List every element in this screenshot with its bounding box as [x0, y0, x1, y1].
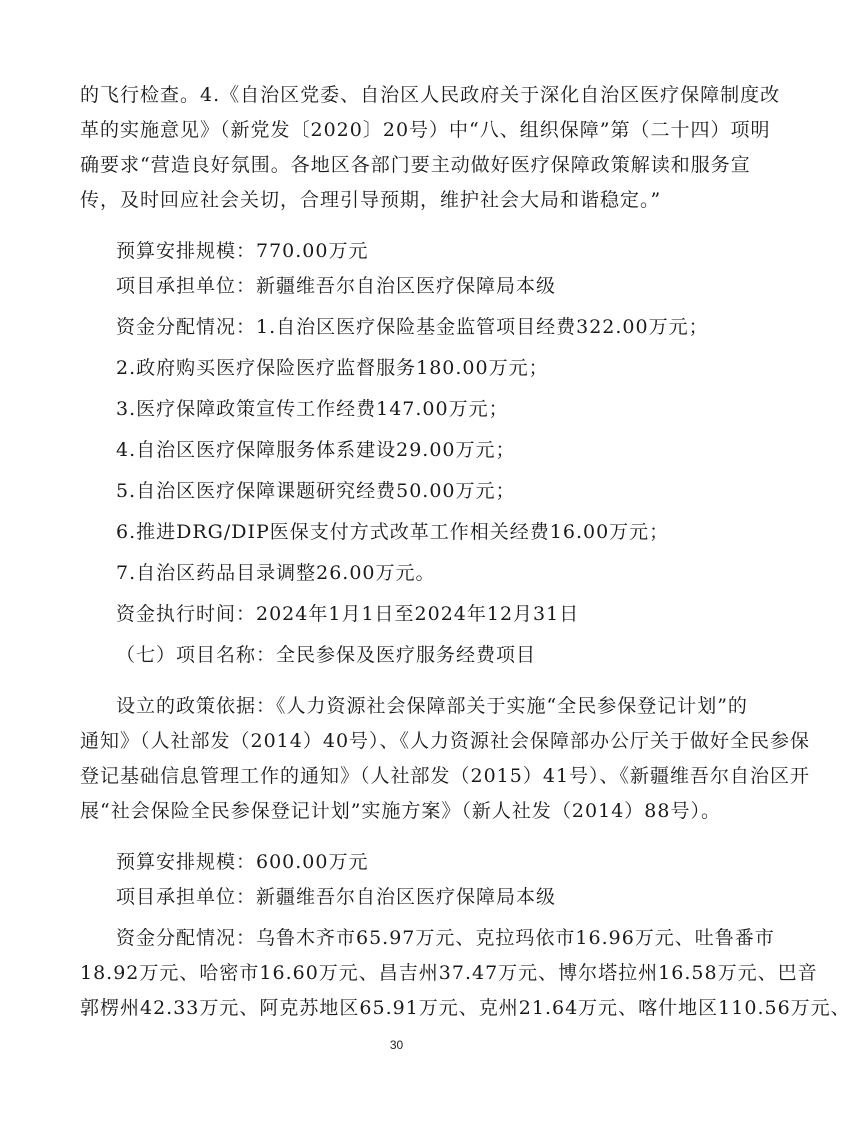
responsible-unit: 项目承担单位：新疆维吾尔自治区医疗保障局本级 [116, 886, 557, 908]
allocation-item: 7.自治区药品目录调整26.00万元。 [116, 562, 436, 584]
allocation-item: 3.医疗保障政策宣传工作经费147.00万元； [116, 398, 509, 420]
paragraph-fund-allocation [80, 921, 851, 1026]
budget-scale: 预算安排规模：770.00万元 [116, 240, 369, 262]
text-line: 资金分配情况：乌鲁木齐市65.97万元、克拉玛依市16.96万元、吐鲁番市 [116, 927, 775, 949]
text-line: 革的实施意见》（新党发〔2020〕20号）中“八、组织保障”第（二十四）项明 [80, 119, 771, 141]
text-line: 郭楞州42.33万元、阿克苏地区65.91万元、克州21.64万元、喀什地区110.56万元、 [80, 997, 851, 1019]
text-line: 18.92万元、哈密市16.60万元、昌吉州37.47万元、博尔塔拉州16.58万元、巴音 [80, 962, 818, 984]
allocation-item: 6.推进DRG/DIP医保支付方式改革工作相关经费16.00万元； [116, 521, 670, 543]
execution-time: 资金执行时间：2024年1月1日至2024年12月31日 [116, 603, 580, 625]
fund-allocation: 资金分配情况：1.自治区医疗保险基金监管项目经费322.00万元； [116, 316, 709, 338]
text-line: 传，及时回应社会关切，合理引导预期，维护社会大局和谐稳定。” [80, 189, 662, 211]
text-line: 展“社会保险全民参保登记计划”实施方案》（新人社发（2014）88号）。 [80, 800, 721, 822]
section-heading-project-7: （七）项目名称：全民参保及医疗服务经费项目 [116, 644, 537, 666]
text-line: 的飞行检查。4.《自治区党委、自治区人民政府关于深化自治区医疗保障制度改 [80, 84, 781, 106]
paragraph-policy-basis [80, 689, 811, 829]
project-details-block-2 [80, 845, 732, 915]
allocation-item: 5.自治区医疗保障课题研究经费50.00万元； [116, 480, 516, 502]
text-line: 登记基础信息管理工作的通知》（人社部发（2015）41号）、《新疆维吾尔自治区开 [80, 765, 811, 787]
allocation-item: 4.自治区医疗保障服务体系建设29.00万元； [116, 439, 516, 461]
text-line: 通知》（人社部发（2014）40号）、《人力资源社会保障部办公厅关于做好全民参保 [80, 730, 811, 752]
paragraph-policy-basis-continued [80, 78, 781, 218]
page-number: 30 [389, 1038, 404, 1052]
document-page [80, 78, 851, 1026]
budget-scale: 预算安排规模：600.00万元 [116, 851, 369, 873]
allocation-item: 2.政府购买医疗保险医疗监督服务180.00万元； [116, 357, 549, 379]
text-line: 确要求“营造良好氛围。各地区各部门要主动做好医疗保障政策解读和服务宣 [80, 154, 751, 176]
project-details-block-1 [80, 234, 732, 673]
responsible-unit: 项目承担单位：新疆维吾尔自治区医疗保障局本级 [116, 275, 557, 297]
text-line: 设立的政策依据：《人力资源社会保障部关于实施“全民参保登记计划”的 [116, 695, 748, 717]
